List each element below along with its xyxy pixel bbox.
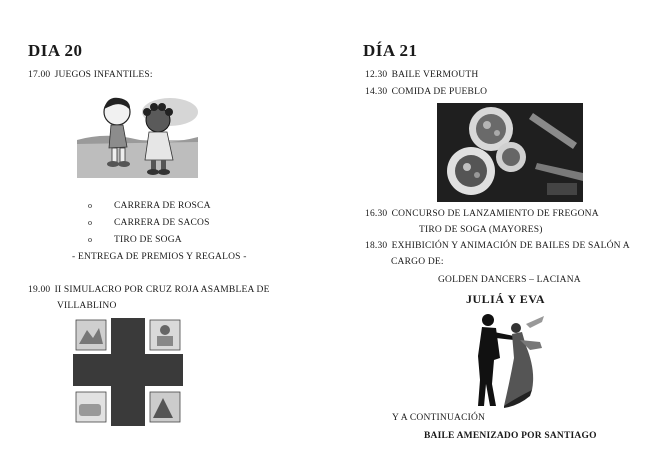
dance-group: GOLDEN DANCERS – LACIANA	[438, 275, 581, 285]
event-time: 16.30	[365, 209, 388, 219]
bullet-marker: o	[88, 218, 93, 227]
list-item-text: CARRERA DE ROSCA	[114, 201, 211, 211]
event-games	[28, 70, 153, 80]
event-title: COMIDA DE PUEBLO	[391, 87, 488, 97]
event-time: 12.30	[365, 70, 388, 80]
event-time: 19.00	[28, 285, 51, 295]
event-vermouth	[365, 70, 478, 80]
event-fregona	[365, 209, 599, 219]
list-item	[88, 218, 210, 228]
event-simulacro	[28, 285, 270, 295]
event-time: 17.00	[28, 70, 51, 80]
day-20-heading: DIA 20	[28, 41, 83, 60]
event-title: JUEGOS INFANTILES:	[54, 70, 153, 80]
event-time: 18.30	[365, 241, 388, 251]
prizes-note: - ENTREGA DE PREMIOS Y REGALOS -	[72, 252, 247, 262]
food-plates-photo	[437, 103, 583, 202]
event-comida	[365, 87, 487, 97]
closing-event: BAILE AMENIZADO POR SANTIAGO	[424, 431, 597, 441]
bullet-marker: o	[88, 201, 93, 210]
day-21-heading: DÍA 21	[363, 41, 418, 60]
event-title: II SIMULACRO POR CRUZ ROJA ASAMBLEA DE	[54, 285, 270, 295]
list-item-text: TIRO DE SOGA	[114, 235, 182, 245]
bullet-marker: o	[88, 235, 93, 244]
dancers-illustration	[470, 310, 546, 410]
event-title: EXHIBICIÓN Y ANIMACIÓN DE BAILES DE SALÓN A	[391, 241, 630, 251]
list-item	[88, 201, 211, 211]
event-continuation: TIRO DE SOGA (MAYORES)	[419, 225, 543, 235]
children-cartoon-illustration	[75, 92, 200, 187]
list-item-text: CARRERA DE SACOS	[114, 218, 210, 228]
list-item	[88, 235, 182, 245]
event-continuation: CARGO DE:	[391, 257, 444, 267]
event-title: BAILE VERMOUTH	[391, 70, 479, 80]
event-time: 14.30	[365, 87, 388, 97]
continuation-text: Y A CONTINUACIÓN	[392, 413, 486, 423]
event-continuation: VILLABLINO	[57, 301, 117, 311]
performers-name: JULIÁ Y EVA	[466, 292, 546, 306]
event-title: CONCURSO DE LANZAMIENTO DE FREGONA	[391, 209, 599, 219]
red-cross-collage-image	[73, 318, 183, 426]
event-bailes	[365, 241, 630, 251]
